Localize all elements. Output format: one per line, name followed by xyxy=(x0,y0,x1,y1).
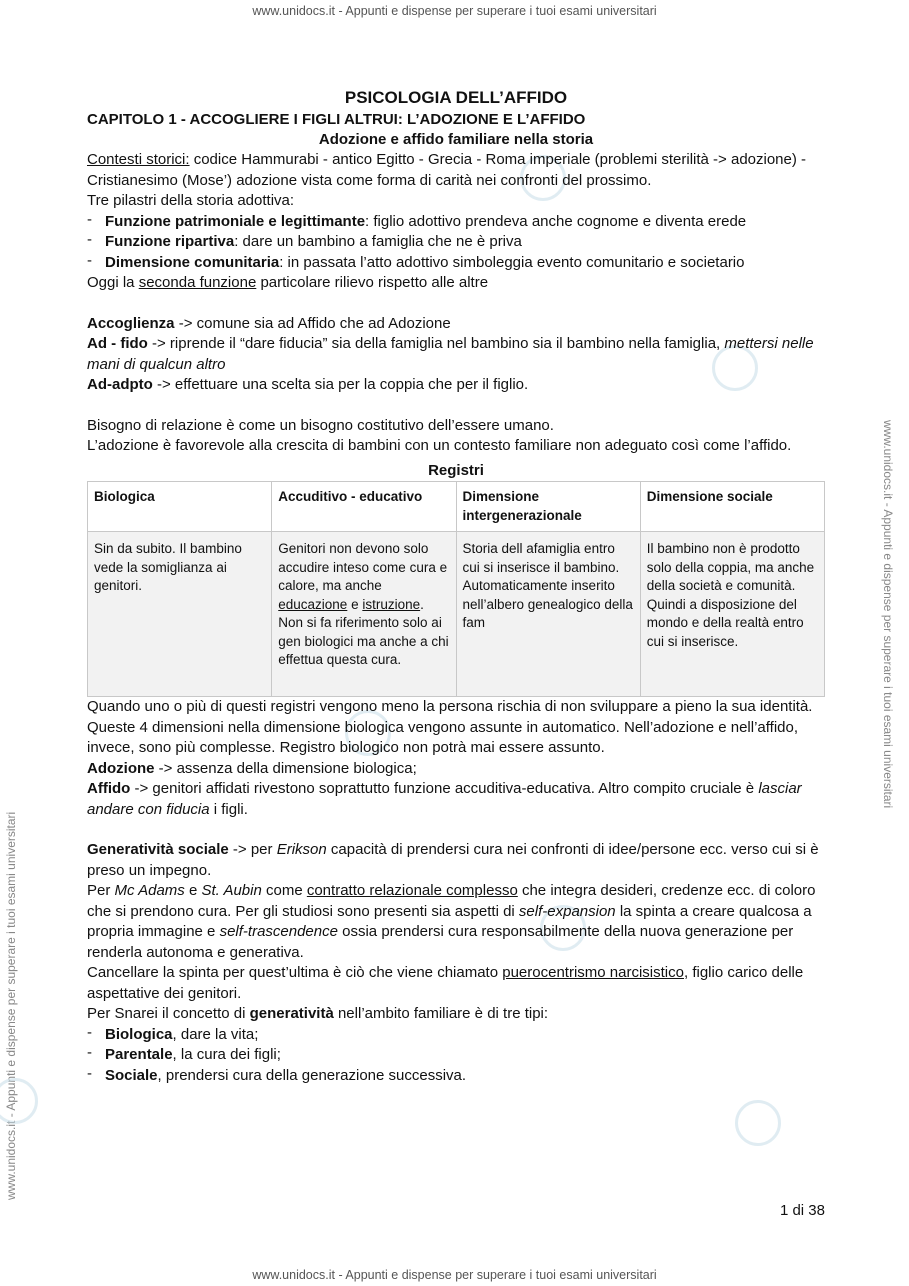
list-item: - Biologica, dare la vita; xyxy=(87,1025,825,1046)
list-item: - Funzione patrimoniale e legittimante: figlio adottivo prendeva anche cognome e diventa erede xyxy=(87,212,825,233)
document-body xyxy=(87,86,825,1086)
paragraph-affido: Affido -> genitori affidati rivestono soprattutto funzione accuditiva-educativa. Altro compito cruciale è lasciar andare con fiducia i figli. xyxy=(87,780,802,818)
paragraph-adfido: Ad - fido -> riprende il “dare fiducia” sia della famiglia nel bambino sia il bambino nella famiglia, mettersi nelle mani di qualcun altro xyxy=(87,335,814,373)
table-row xyxy=(88,532,825,697)
paragraph-snarei: Per Snarei il concetto di generatività nell’ambito familiare è di tre tipi: xyxy=(87,1005,549,1022)
bottom-banner: www.unidocs.it - Appunti e dispense per superare i tuoi esami universitari xyxy=(252,1268,657,1282)
paragraph-contesti: Contesti storici: codice Hammurabi - antico Egitto - Grecia - Roma imperiale (problemi sterilità -> adozione) - Cristianesimo (Mose’) adozione vista come forma di carità nei confronti del prossimo. xyxy=(87,151,807,189)
list-item: - Dimensione comunitaria: in passata l’atto adottivo simboleggia evento comunitario e societario xyxy=(87,253,825,274)
paragraph-accoglienza: Accoglienza -> comune sia ad Affido che ad Adozione xyxy=(87,314,451,332)
paragraph-mcadams: Per Mc Adams e St. Aubin come contratto relazionale complesso che integra desideri, credenze ecc. di coloro che si prendono cura. Per gli studiosi sono presenti sia aspetti di self-expansion la spinta a creare qualcosa a propria immagine e self-trascendence ossia prendersi cura responsabilmente della nuova generazione per renderla autonoma e generativa. xyxy=(87,882,816,961)
paragraph-pilastri-intro: Tre pilastri della storia adottiva: xyxy=(87,192,295,209)
list-item: - Funzione ripartiva: dare un bambino a famiglia che ne è priva xyxy=(87,232,825,253)
registri-table xyxy=(87,481,825,697)
watermark-logo-icon xyxy=(735,1100,781,1146)
table-header-cell: Biologica xyxy=(88,482,272,532)
table-header-row xyxy=(88,482,825,532)
contesti-label: Contesti storici: xyxy=(87,151,190,168)
table-header-cell: Accuditivo - educativo xyxy=(272,482,456,532)
table-cell: Il bambino non è prodotto solo della coppia, ma anche della società e comunità. Quindi a disposizione del mondo e della realtà entro cui si inserisce. xyxy=(640,532,824,697)
paragraph-quando: Quando uno o più di questi registri vengono meno la persona rischia di non sviluppare a pieno la sua identità. xyxy=(87,698,813,715)
pilastri-list xyxy=(87,212,825,274)
document-title: PSICOLOGIA DELL’AFFIDO xyxy=(344,88,568,107)
right-side-watermark: www.unidocs.it - Appunti e dispense per superare i tuoi esami universitari xyxy=(881,420,895,809)
top-banner: www.unidocs.it - Appunti e dispense per superare i tuoi esami universitari xyxy=(252,4,657,18)
paragraph-queste: Queste 4 dimensioni nella dimensione biologica vengono assunte in automatico. Nell’adozione e nell’affido, invece, sono più complesse. Registro biologico non potrà mai essere assunto. xyxy=(87,718,799,756)
table-header-cell: Dimensione sociale xyxy=(640,482,824,532)
watermark-logo-icon xyxy=(0,1078,38,1124)
list-item: - Parentale, la cura dei figli; xyxy=(87,1045,825,1066)
chapter-heading: CAPITOLO 1 - ACCOGLIERE I FIGLI ALTRUI: L’ADOZIONE E L’AFFIDO xyxy=(87,111,586,128)
table-cell: Sin da subito. Il bambino vede la somiglianza ai genitori. xyxy=(88,532,272,697)
paragraph-adadpto: Ad-adpto -> effettuare una scelta sia per la coppia che per il figlio. xyxy=(87,376,529,393)
table-caption: Registri xyxy=(428,461,484,479)
paragraph-cancellare: Cancellare la spinta per quest’ultima è ciò che viene chiamato puerocentrismo narcisistico, figlio carico delle aspettative dei genitori. xyxy=(87,964,804,1002)
table-cell: Storia dell afamiglia entro cui si inserisce il bambino. Automaticamente inserito nell’albero genealogico della fam xyxy=(456,532,640,697)
table-header-cell: Dimensione intergenerazionale xyxy=(456,482,640,532)
left-side-watermark: www.unidocs.it - Appunti e dispense per superare i tuoi esami universitari xyxy=(4,811,18,1200)
list-item: - Sociale, prendersi cura della generazione successiva. xyxy=(87,1066,825,1087)
paragraph-generativita: Generatività sociale -> per Erikson capacità di prendersi cura nei confronti di idee/persone ecc. verso cui si è preso un impegno. xyxy=(87,841,819,879)
section-heading: Adozione e affido familiare nella storia xyxy=(318,131,594,148)
paragraph-adozione-favorevole: L’adozione è favorevole alla crescita di bambini con un contesto familiare non adeguato così come l’affido. xyxy=(87,437,792,454)
paragraph-bisogno: Bisogno di relazione è come un bisogno costitutivo dell’essere umano. xyxy=(87,416,554,434)
page-number: 1 di 38 xyxy=(779,1202,825,1219)
generativita-list xyxy=(87,1025,825,1087)
paragraph-adozione: Adozione -> assenza della dimensione biologica; xyxy=(87,759,417,777)
table-cell: Genitori non devono solo accudire inteso come cura e calore, ma anche educazione e istruzione. Non si fa riferimento solo ai gen biologici ma anche a chi effettua questa cura. xyxy=(272,532,456,697)
paragraph-oggi: Oggi la seconda funzione particolare rilievo rispetto alle altre xyxy=(87,274,489,291)
